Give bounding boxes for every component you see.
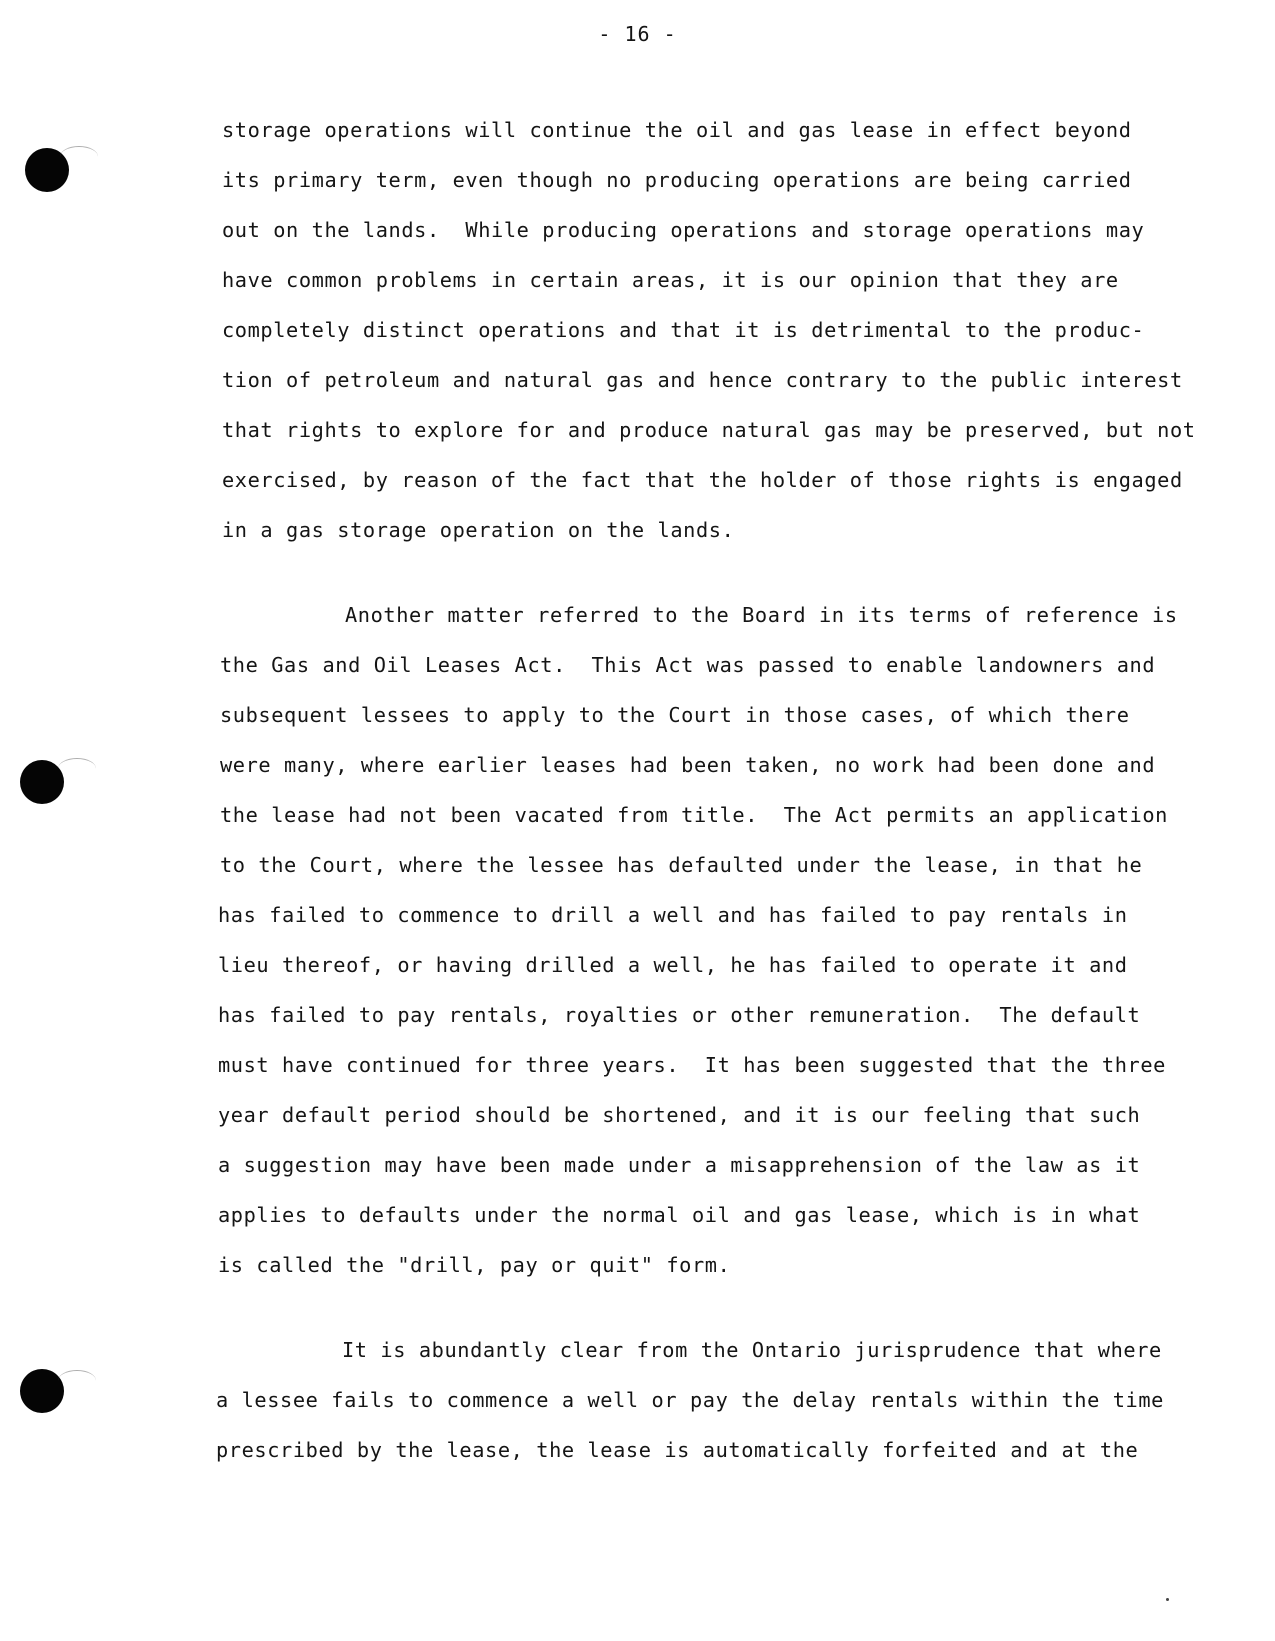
text-line: applies to defaults under the normal oil and gas lease, which is in what bbox=[218, 1203, 1141, 1227]
text-line: out on the lands. While producing operations and storage operations may bbox=[222, 218, 1145, 242]
punch-hole-mark-middle bbox=[58, 758, 96, 779]
scan-speck bbox=[1166, 1598, 1169, 1601]
text-line: in a gas storage operation on the lands. bbox=[222, 518, 735, 542]
text-line: its primary term, even though no producing operations are being carried bbox=[222, 168, 1132, 192]
page-number: - 16 - bbox=[598, 22, 677, 46]
text-line: year default period should be shortened, and it is our feeling that such bbox=[218, 1103, 1141, 1127]
text-line: Another matter referred to the Board in its terms of reference is bbox=[345, 603, 1178, 627]
text-line: the lease had not been vacated from title. The Act permits an application bbox=[220, 803, 1168, 827]
text-line: lieu thereof, or having drilled a well, he has failed to operate it and bbox=[218, 953, 1128, 977]
text-line: exercised, by reason of the fact that the holder of those rights is engaged bbox=[222, 468, 1183, 492]
text-line: have common problems in certain areas, it is our opinion that they are bbox=[222, 268, 1119, 292]
text-line: the Gas and Oil Leases Act. This Act was passed to enable landowners and bbox=[220, 653, 1156, 677]
text-line: prescribed by the lease, the lease is automatically forfeited and at the bbox=[216, 1438, 1139, 1462]
text-line: is called the "drill, pay or quit" form. bbox=[218, 1253, 731, 1277]
text-line: that rights to explore for and produce natural gas may be preserved, but not bbox=[222, 418, 1196, 442]
text-line: subsequent lessees to apply to the Court in those cases, of which there bbox=[220, 703, 1130, 727]
text-line: has failed to commence to drill a well and has failed to pay rentals in bbox=[218, 903, 1128, 927]
text-line: tion of petroleum and natural gas and hence contrary to the public interest bbox=[222, 368, 1183, 392]
punch-hole-mark-bottom bbox=[58, 1370, 96, 1391]
text-line: were many, where earlier leases had been taken, no work had been done and bbox=[220, 753, 1156, 777]
text-line: a suggestion may have been made under a misapprehension of the law as it bbox=[218, 1153, 1141, 1177]
text-line: storage operations will continue the oil and gas lease in effect beyond bbox=[222, 118, 1132, 142]
punch-hole-mark-top bbox=[60, 146, 98, 167]
text-line: must have continued for three years. It has been suggested that the three bbox=[218, 1053, 1166, 1077]
text-line: has failed to pay rentals, royalties or other remuneration. The default bbox=[218, 1003, 1141, 1027]
text-line: a lessee fails to commence a well or pay the delay rentals within the time bbox=[216, 1388, 1164, 1412]
punch-hole-bottom bbox=[20, 1369, 64, 1413]
text-line: It is abundantly clear from the Ontario jurisprudence that where bbox=[342, 1338, 1162, 1362]
text-line: to the Court, where the lessee has defaulted under the lease, in that he bbox=[220, 853, 1143, 877]
text-line: completely distinct operations and that it is detrimental to the produc- bbox=[222, 318, 1145, 342]
